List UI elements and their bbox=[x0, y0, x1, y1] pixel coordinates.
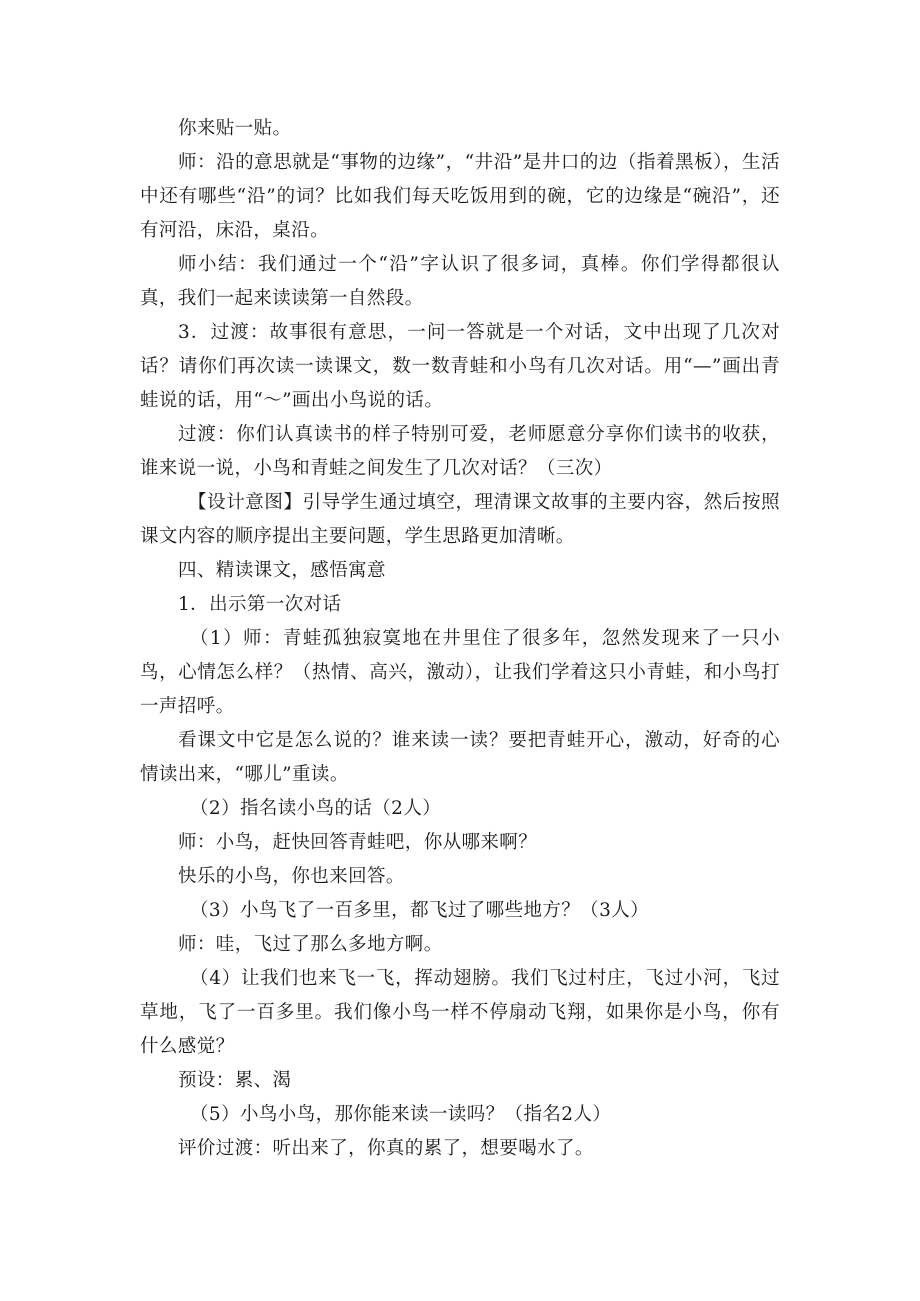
paragraph-step-2: （2）指名读小鸟的话（2人） bbox=[190, 798, 442, 819]
paragraph-step-1: （1）师：青蛙孤独寂寞地在井里住了很多年，忽然发现来了一只小鸟，心情怎么样？（热情、高兴，激动），让我们学着这只小青蛙，和小鸟打一声招呼。 bbox=[140, 628, 780, 717]
paragraph-expected-answer: 预设：累、渴 bbox=[178, 1070, 292, 1091]
section-heading-intensive-reading: 四、精读课文，感悟寓意 bbox=[178, 560, 386, 581]
paragraph-transition-dialogues: 3．过渡：故事很有意思，一问一答就是一个对话，文中出现了几次对话？请你们再次读一读课文，数一数青蛙和小鸟有几次对话。用“—”画出青蛙说的话，用“～”画出小鸟说的话。 bbox=[140, 322, 780, 411]
paragraph-transition-sharing: 过渡：你们认真读书的样子特别可爱，老师愿意分享你们读书的收获，谁来说一说，小鸟和青蛙之间发生了几次对话？（三次） bbox=[140, 424, 780, 479]
paragraph-teacher-wow: 师：哇，飞过了那么多地方啊。 bbox=[178, 934, 443, 955]
paragraph-step-5: （5）小鸟小鸟，那你能来读一读吗？（指名2人） bbox=[190, 1104, 612, 1125]
paragraph-paste-instruction: 你来贴一贴。 bbox=[178, 118, 292, 139]
paragraph-step-4: （4）让我们也来飞一飞，挥动翅膀。我们飞过村庄，飞过小河，飞过草地，飞了一百多里。我们像小鸟一样不停扇动飞翔，如果你是小鸟，你有什么感觉？ bbox=[140, 968, 780, 1057]
paragraph-design-intent: 【设计意图】引导学生通过填空，理清课文故事的主要内容，然后按照课文内容的顺序提出主要问题，学生思路更加清晰。 bbox=[140, 492, 780, 547]
paragraph-teacher-bird-answer: 师：小鸟，赶快回答青蛙吧，你从哪来啊？ bbox=[178, 832, 538, 853]
paragraph-teacher-edge-meaning: 师：沿的意思就是“事物的边缘”，“井沿”是井口的边（指着黑板），生活中还有哪些“沿”的词？比如我们每天吃饭用到的碗，它的边缘是“碗沿”，还有河沿，床沿，桌沿。 bbox=[140, 152, 780, 241]
paragraph-evaluation-transition: 评价过渡：听出来了，你真的累了，想要喝水了。 bbox=[178, 1138, 594, 1159]
subheading-first-dialogue: 1．出示第一次对话 bbox=[178, 594, 342, 615]
paragraph-step-3: （3）小鸟飞了一百多里，都飞过了哪些地方？（3人） bbox=[190, 900, 650, 921]
document-page bbox=[140, 112, 780, 1166]
paragraph-happy-bird: 快乐的小鸟，你也来回答。 bbox=[178, 866, 405, 887]
paragraph-teacher-summary: 师小结：我们通过一个“沿”字认识了很多词，真棒。你们学得都很认真，我们一起来读读第一自然段。 bbox=[140, 254, 780, 309]
paragraph-read-text: 看课文中它是怎么说的？谁来读一读？要把青蛙开心，激动，好奇的心情读出来，“哪儿”重读。 bbox=[140, 730, 780, 785]
